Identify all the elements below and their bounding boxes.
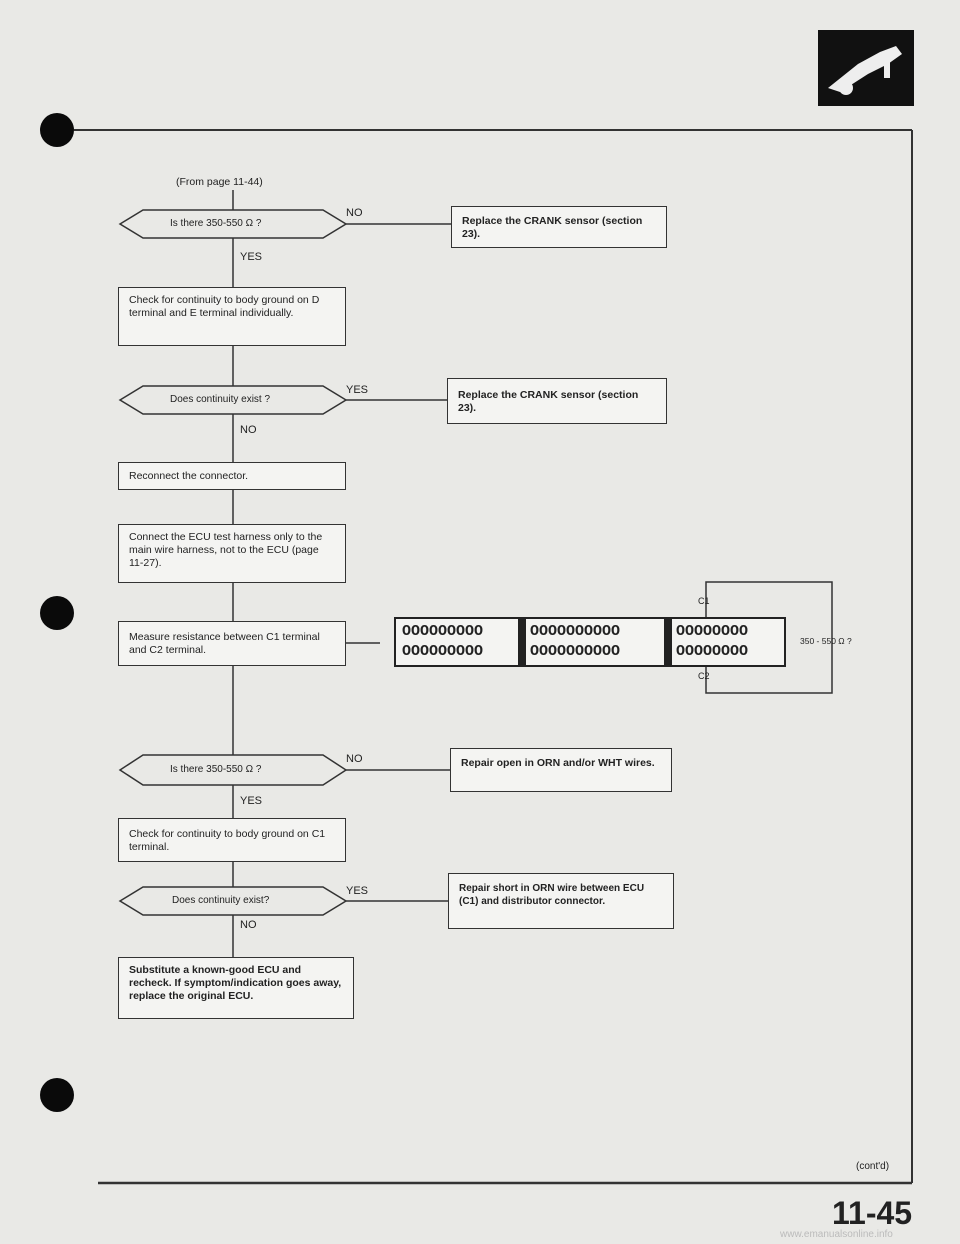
decision-3-text: Is there 350-550 Ω ? xyxy=(170,764,262,775)
ecu-connector xyxy=(394,617,786,667)
continued-note: (cont'd) xyxy=(856,1161,890,1172)
step-check-continuity-d-e: Check for continuity to body ground on D terminal and E terminal individually. xyxy=(118,287,346,346)
step-measure-resistance: Measure resistance between C1 terminal and C2 terminal. xyxy=(118,621,346,666)
yes-label-1: YES xyxy=(240,251,263,263)
step-substitute-ecu: Substitute a known-good ECU and recheck. If symptom/indication goes away, replace the original ECU. xyxy=(118,957,354,1019)
decision-4-text: Does continuity exist? xyxy=(172,895,270,906)
step-connect-test-harness: Connect the ECU test harness only to the main wire harness, not to the ECU (page 11-27). xyxy=(118,524,346,583)
site-watermark: www.emanualsonline.info xyxy=(780,1229,893,1240)
connector-divider-1 xyxy=(518,619,526,665)
connector-block-1: OOOOOOOOO OOOOOOOOO xyxy=(402,623,484,660)
result-repair-open: Repair open in ORN and/or WHT wires. xyxy=(450,748,672,792)
result-repair-short: Repair short in ORN wire between ECU (C1) and distributor connector. xyxy=(448,873,674,929)
terminal-c1-label: C1 xyxy=(698,596,710,606)
from-page-note: (From page 11-44) xyxy=(176,176,263,188)
connector-block-3: OOOOOOOO OOOOOOOO xyxy=(676,623,749,660)
no-label-3: NO xyxy=(346,753,363,765)
decision-1-text: Is there 350-550 Ω ? xyxy=(170,218,262,229)
no-label-2: NO xyxy=(240,424,257,436)
no-label-1: NO xyxy=(346,207,363,219)
yes-label-4: YES xyxy=(346,885,369,897)
meter-reading-label: 350 - 550 Ω ? xyxy=(800,636,852,646)
decision-2-text: Does continuity exist ? xyxy=(170,394,271,405)
step-check-continuity-c1: Check for continuity to body ground on C1 terminal. xyxy=(118,818,346,862)
result-replace-crank-2: Replace the CRANK sensor (section 23). xyxy=(447,378,667,424)
connector-block-2: OOOOOOOOOO OOOOOOOOOO xyxy=(530,623,621,660)
connector-divider-2 xyxy=(664,619,672,665)
terminal-c2-label: C2 xyxy=(698,671,710,681)
result-replace-crank-1: Replace the CRANK sensor (section 23). xyxy=(451,206,667,248)
yes-label-2: YES xyxy=(346,384,369,396)
step-reconnect-connector: Reconnect the connector. xyxy=(118,462,346,490)
page-number: 11-45 xyxy=(832,1195,913,1231)
yes-label-3: YES xyxy=(240,795,263,807)
no-label-4: NO xyxy=(240,919,257,931)
